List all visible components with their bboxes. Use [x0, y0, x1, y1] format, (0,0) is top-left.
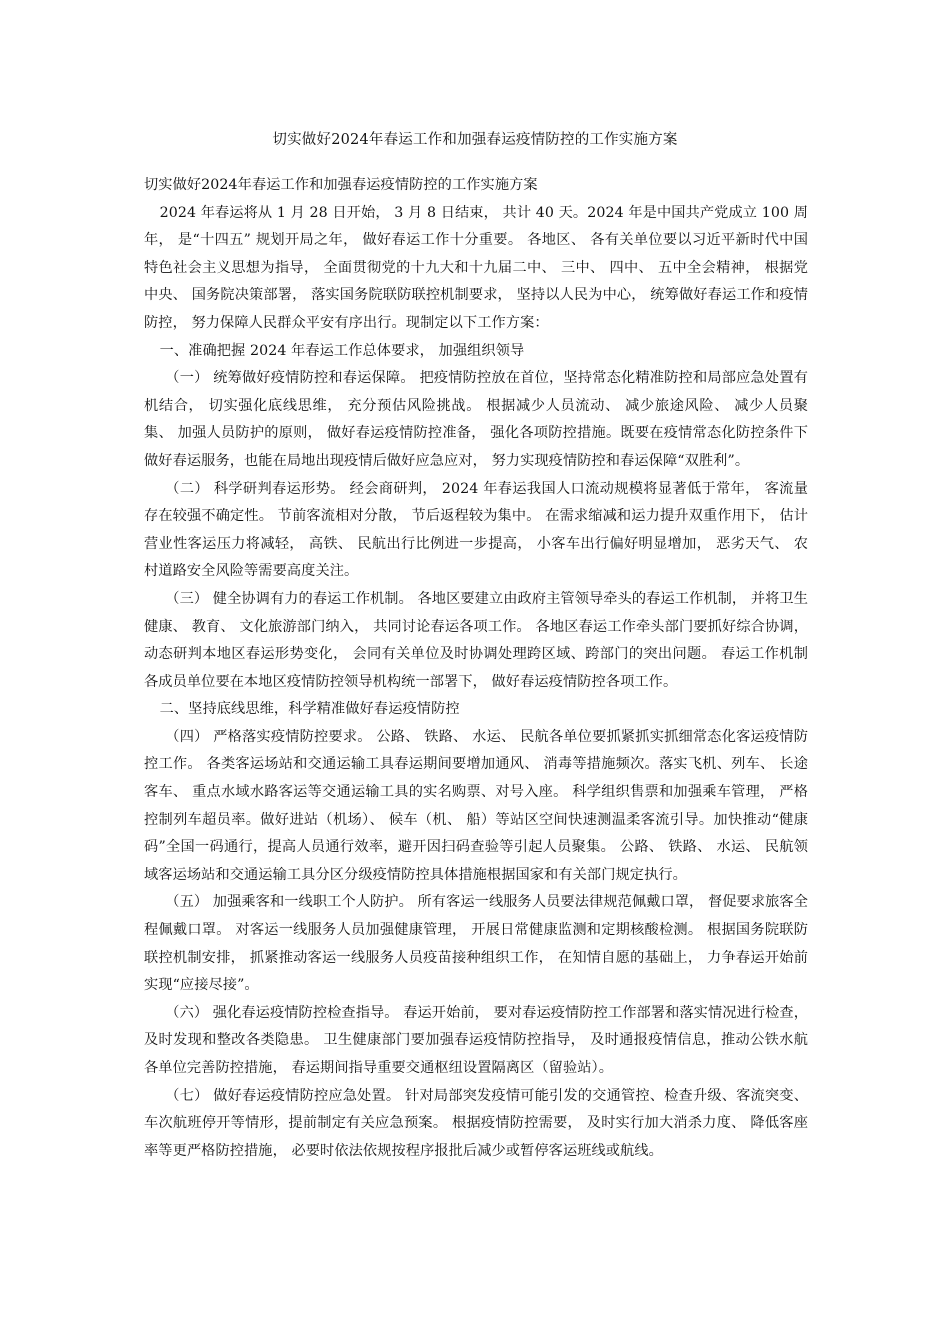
- document-title: 切实做好2024年春运工作和加强春运疫情防控的工作实施方案: [272, 132, 678, 148]
- section-heading-2: 二、坚持底线思维，科学精准做好春运疫情防控: [159, 701, 460, 718]
- item-paragraph-3: （三） 健全协调有力的春运工作机制。 各地区要建立由政府主管领导牵头的春运工作机制， 并将卫生健康、 教育、 文化旅游部门纳入， 共同讨论春运各项工作。 各地区春运工作牵头部门要抓好综合协调， 动态研判本地区春运形势变化， 会同有关单位及时协调处理跨区域、跨部门的突出问题。 春运工作机制各成员单位要在本地区疫情防控领导机构统一部署下， 做好春运疫情防控各项工作。: [144, 590, 808, 690]
- document-body: [144, 172, 808, 1165]
- intro-paragraph: 2024 年春运将从 1 月 28 日开始， 3 月 8 日结束， 共计 40 天。2024 年是中国共产党成立 100 周年， 是“十四五” 规划开局之年， 做好春运工作十分重要。 各地区、 各有关单位要以习近平新时代中国特色社会主义思想为指导， 全面贯彻党的十九大和十九届二中、 三中、 四中、 五中全会精神， 根据党中央、 国务院决策部署， 落实国务院联防联控机制要求， 坚持以人民为中心， 统筹做好春运工作和疫情防控， 努力保障人民群众平安有序出行。现制定以下工作方案：: [144, 204, 808, 331]
- section-heading-1: 一、准确把握 2024 年春运工作总体要求， 加强组织领导: [159, 342, 525, 359]
- item-paragraph-5: （五） 加强乘客和一线职工个人防护。 所有客运一线服务人员要法律规范佩戴口罩， 督促要求旅客全程佩戴口罩。 对客运一线服务人员加强健康管理， 开展日常健康监测和定期核酸检测。 根据国务院联防联控机制安排， 抓紧推动客运一线服务人员疫苗接种组织工作， 在知情自愿的基础上， 力争春运开始前实现“应接尽接”。: [144, 894, 808, 994]
- item-paragraph-7: （七） 做好春运疫情防控应急处置。 针对局部突发疫情可能引发的交通管控、检查升级、客流突变、车次航班停开等情形，提前制定有关应急预案。 根据疫情防控需要， 及时实行加大消杀力度、 降低客座率等更严格防控措施， 必要时依法依规按程序报批后减少或暂停客运班线或航线。: [144, 1087, 808, 1159]
- item-paragraph-1: （一） 统筹做好疫情防控和春运保障。 把疫情防控放在首位，坚持常态化精准防控和局部应急处置有机结合， 切实强化底线思维， 充分预估风险挑战。 根据减少人员流动、 减少旅途风险、 减少人员聚集、 加强人员防护的原则， 做好春运疫情防控准备， 强化各项防控措施。既要在疫情常态化防控条件下做好春运服务，也能在局地出现疫情后做好应急应对， 努力实现疫情防控和春运保障“双胜利”。: [144, 370, 808, 469]
- item-paragraph-6: （六） 强化春运疫情防控检查指导。 春运开始前， 要对春运疫情防控工作部署和落实情况进行检查， 及时发现和整改各类隐患。 卫生健康部门要加强春运疫情防控指导， 及时通报疫情信息，推动公铁水航各单位完善防控措施， 春运期间指导重要交通枢纽设置隔离区（留验站）。: [144, 1004, 808, 1076]
- document-subtitle: 切实做好2024年春运工作和加强春运疫情防控的工作实施方案: [144, 177, 538, 193]
- item-paragraph-4: （四） 严格落实疫情防控要求。 公路、 铁路、 水运、 民航各单位要抓紧抓实抓细常态化客运疫情防控工作。 各类客运场站和交通运输工具春运期间要增加通风、 消毒等措施频次。落实飞机、列车、 长途客车、 重点水域水路客运等交通运输工具的实名购票、对号入座。 科学组织售票和加强乘车管理， 严格控制列车超员率。做好进站（机场）、 候车（机、 船）等站区空间快速测温柔客流引导。加快推动“健康码”全国一码通行，提高人员通行效率，避开因扫码查验等引起人员聚集。 公路、 铁路、 水运、 民航领域客运场站和交通运输工具分区分级疫情防控具体措施根据国家和有关部门规定执行。: [144, 728, 808, 883]
- item-paragraph-2: （二） 科学研判春运形势。 经会商研判， 2024 年春运我国人口流动规模将显著低于常年， 客流量存在较强不确定性。 节前客流相对分散， 节后返程较为集中。 在需求缩减和运力提升双重作用下， 估计营业性客运压力将减轻， 高铁、 民航出行比例进一步提高， 小客车出行偏好明显增加， 恶劣天气、 农村道路安全风险等需要高度关注。: [144, 480, 808, 580]
